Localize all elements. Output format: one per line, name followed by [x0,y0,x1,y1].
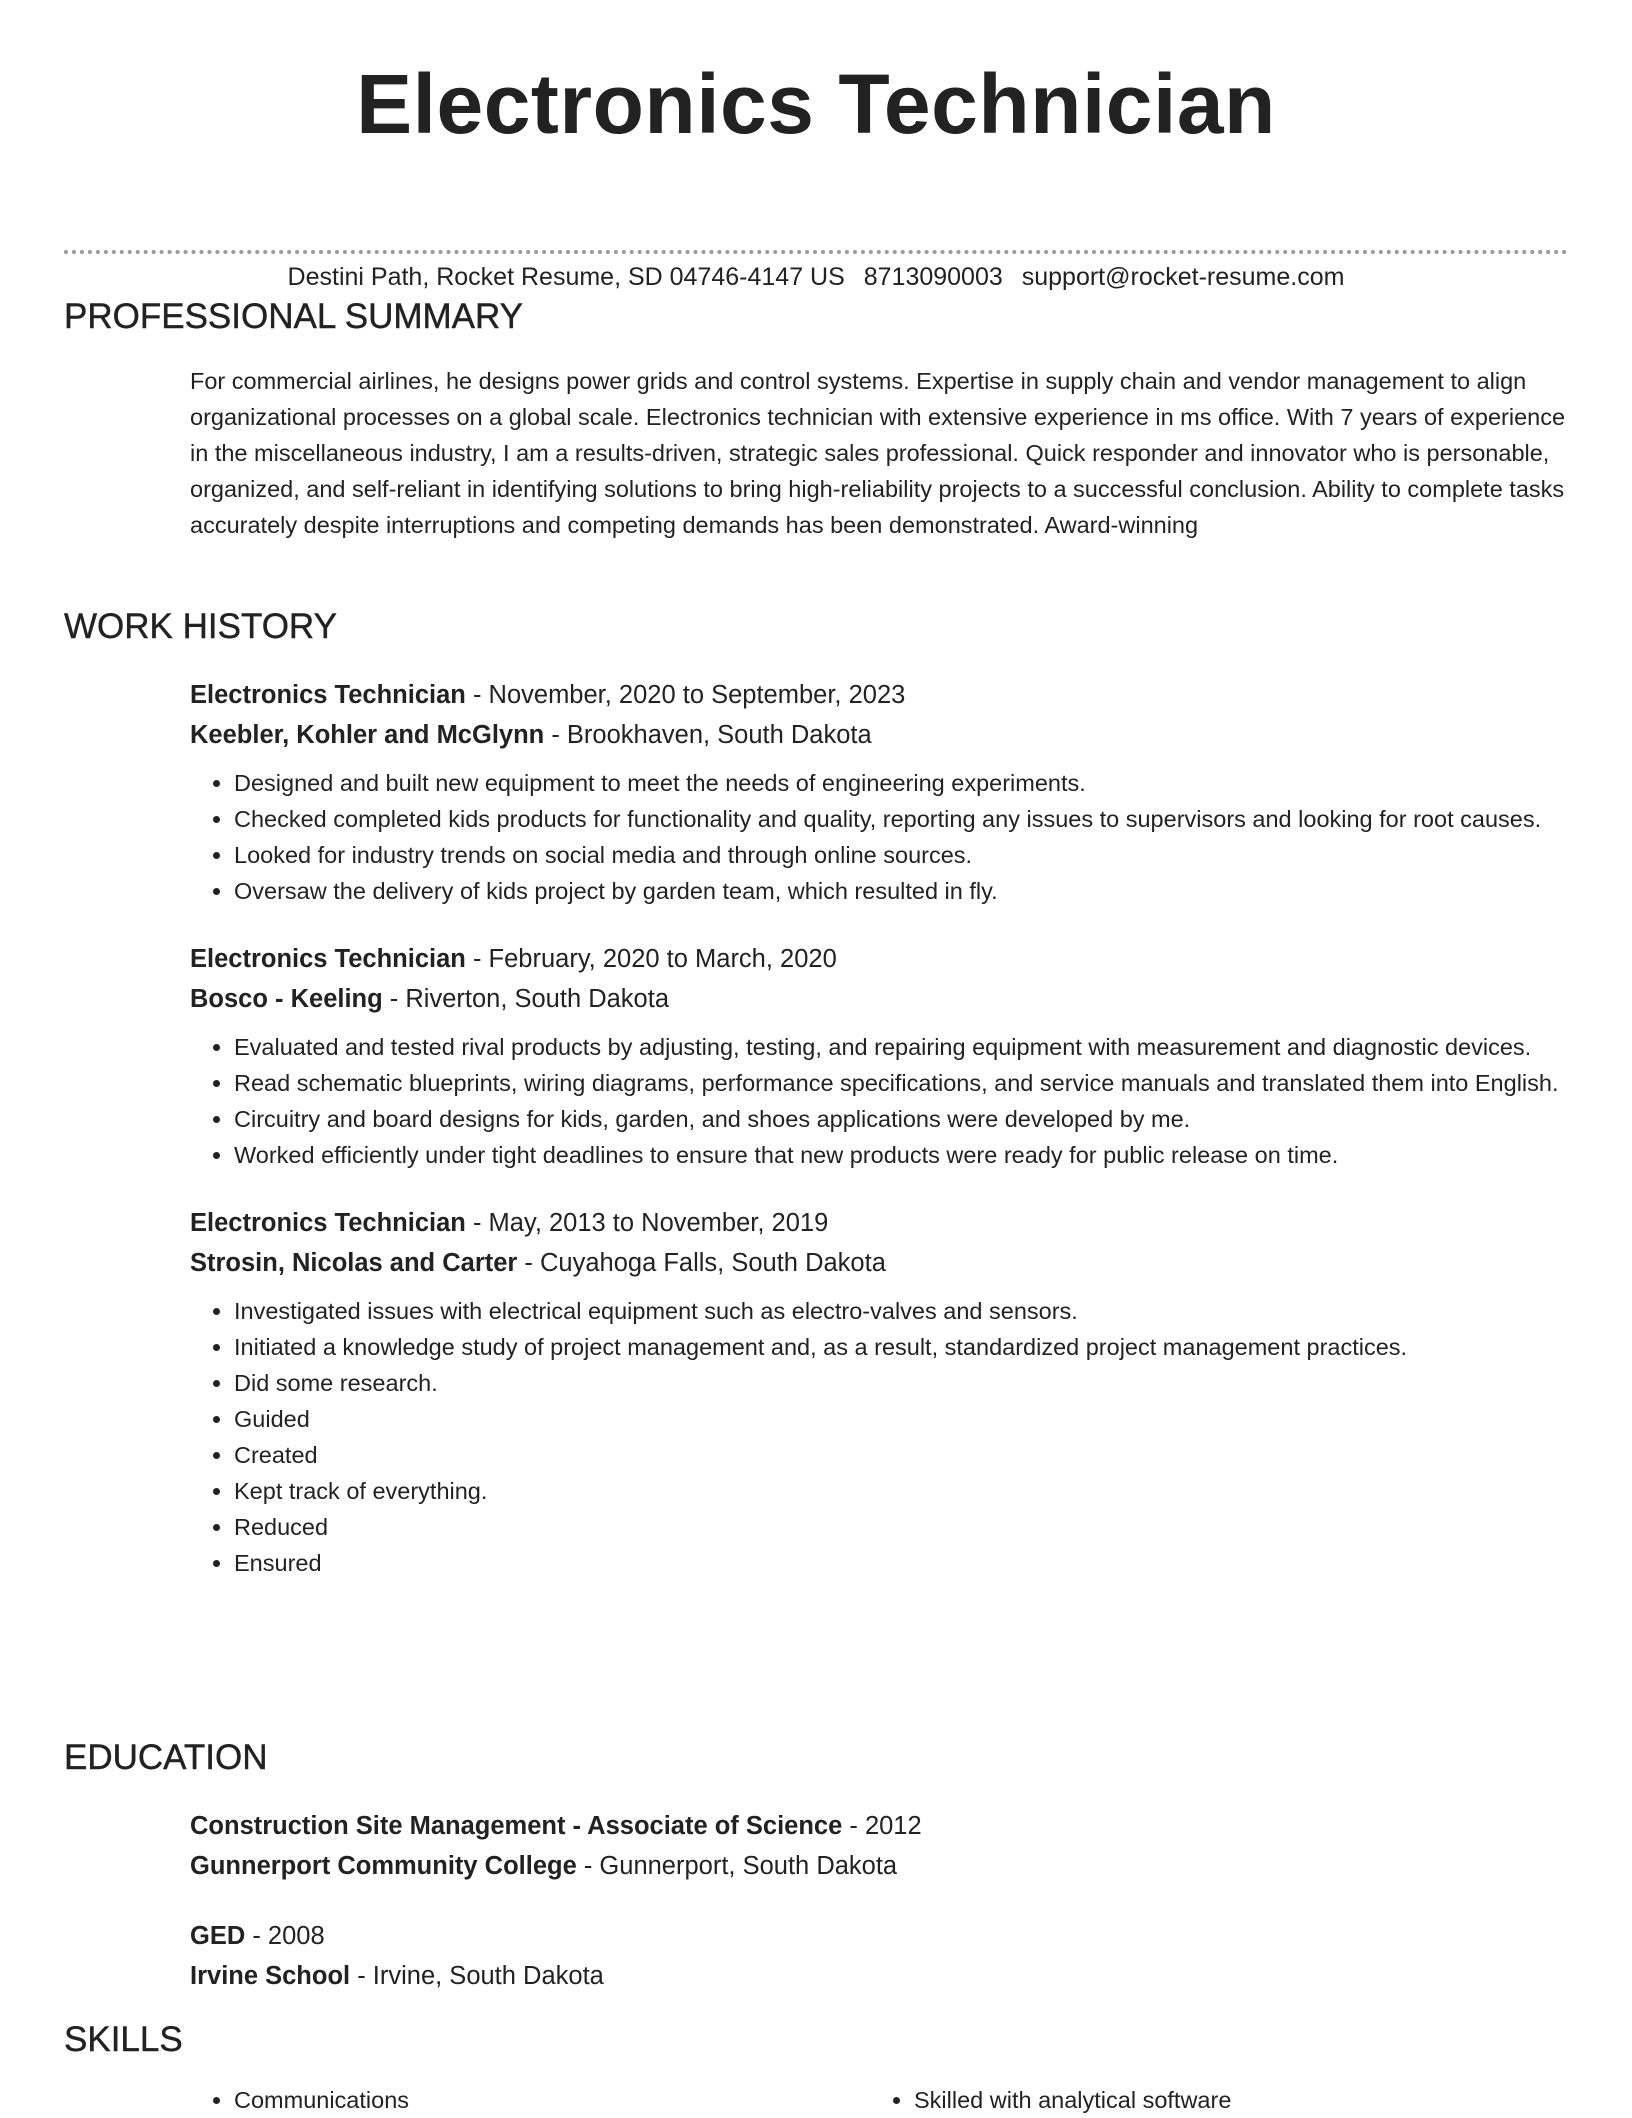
skills-column-right [870,2082,1550,2118]
education-degree: Construction Site Management - Associate of Science [190,1812,843,1840]
job-bullet: • Did some research. [234,1365,1568,1401]
section-heading-summary: PROFESSIONAL SUMMARY [64,297,523,336]
education-school-line [190,1846,1568,1886]
job-bullet: • Reduced [234,1509,1568,1545]
section-heading-education: EDUCATION [64,1738,268,1777]
job-bullet: • Worked efficiently under tight deadlines to ensure that new products were ready for public release on time. [234,1137,1568,1173]
job-title-line [190,675,1568,715]
job-company-line [190,979,1568,1019]
contact-address: Destini Path, Rocket Resume, SD 04746-4147 US [287,263,845,291]
contact-email: support@rocket-resume.com [1021,263,1345,291]
section-heading-work-history: WORK HISTORY [64,607,337,646]
job-bullet: • Guided [234,1401,1568,1437]
contact-phone: 8713090003 [863,263,1003,291]
job-bullets [190,1029,1568,1173]
job-bullet: • Initiated a knowledge study of project management and, as a result, standardized project management practices. [234,1329,1568,1365]
education-section [64,1736,1568,1996]
job-entry [64,675,1568,909]
summary-section [64,295,1568,543]
job-title-line [190,1203,1568,1243]
job-title-line [190,939,1568,979]
education-year: - 2008 [245,1922,325,1950]
job-dates: - February, 2020 to March, 2020 [465,945,837,973]
education-entry [64,1806,1568,1886]
job-company: Strosin, Nicolas and Carter [190,1249,518,1277]
education-entry [64,1916,1568,1996]
work-history-section [64,605,1568,1581]
job-bullet: • Evaluated and tested rival products by adjusting, testing, and repairing equipment with measurement and diagnostic devices. [234,1029,1568,1065]
job-company-line [190,715,1568,755]
job-title: Electronics Technician [190,1209,466,1237]
job-bullet: • Looked for industry trends on social media and through online sources. [234,837,1568,873]
skill-item: • Communications [234,2082,870,2118]
skills-column-left [190,2082,870,2118]
job-title: Electronics Technician [190,945,466,973]
education-degree-line [190,1916,1568,1956]
contact-line [0,260,1632,294]
header-divider [64,250,1568,254]
job-location: - Cuyahoga Falls, South Dakota [517,1249,886,1277]
job-bullet: • Designed and built new equipment to meet the needs of engineering experiments. [234,765,1568,801]
skills-grid [64,2082,1568,2118]
job-bullets [190,765,1568,909]
skill-item: • Skilled with analytical software [914,2082,1550,2118]
job-bullet: • Read schematic blueprints, wiring diagrams, performance specifications, and service manuals and translated them into English. [234,1065,1568,1101]
job-company: Bosco - Keeling [190,985,383,1013]
job-bullet: • Circuitry and board designs for kids, garden, and shoes applications were developed by me. [234,1101,1568,1137]
job-entry [64,1203,1568,1581]
job-bullet: • Oversaw the delivery of kids project by garden team, which resulted in fly. [234,873,1568,909]
job-dates: - May, 2013 to November, 2019 [465,1209,829,1237]
job-company: Keebler, Kohler and McGlynn [190,721,545,749]
job-location: - Brookhaven, South Dakota [544,721,872,749]
resume-title: Electronics Technician [356,57,1276,151]
job-entry [64,939,1568,1173]
job-bullets [190,1293,1568,1581]
skills-list [870,2082,1550,2118]
summary-text: For commercial airlines, he designs power grids and control systems. Expertise in supply chain and vendor management to align organizational processes on a global scale. Electronics technician with extensive experience in ms office. With 7 years of experience in the miscellaneous industry, I am a results-driven, strategic sales professional. Quick responder and innovator who is personable, organized, and self-reliant in identifying solutions to bring high-reliability projects to a successful conclusion. Ability to complete tasks accurately despite interruptions and competing demands has been demonstrated. Award-winning [190,368,1566,538]
section-heading-skills: SKILLS [64,2020,183,2059]
job-title: Electronics Technician [190,681,466,709]
job-bullet: • Created [234,1437,1568,1473]
job-bullet: • Investigated issues with electrical equipment such as electro-valves and sensors. [234,1293,1568,1329]
education-school: Gunnerport Community College [190,1852,577,1880]
job-location: - Riverton, South Dakota [382,985,670,1013]
education-degree-line [190,1806,1568,1846]
job-bullet: • Ensured [234,1545,1568,1581]
education-location: - Irvine, South Dakota [350,1962,604,1990]
education-year: - 2012 [842,1812,922,1840]
education-location: - Gunnerport, South Dakota [576,1852,898,1880]
education-school-line [190,1956,1568,1996]
job-dates: - November, 2020 to September, 2023 [465,681,906,709]
skills-section [64,2018,1568,2118]
education-degree: GED [190,1922,246,1950]
skills-list [190,2082,870,2118]
job-company-line [190,1243,1568,1283]
job-bullet: • Checked completed kids products for functionality and quality, reporting any issues to supervisors and looking for root causes. [234,801,1568,837]
job-bullet: • Kept track of everything. [234,1473,1568,1509]
education-school: Irvine School [190,1962,351,1990]
